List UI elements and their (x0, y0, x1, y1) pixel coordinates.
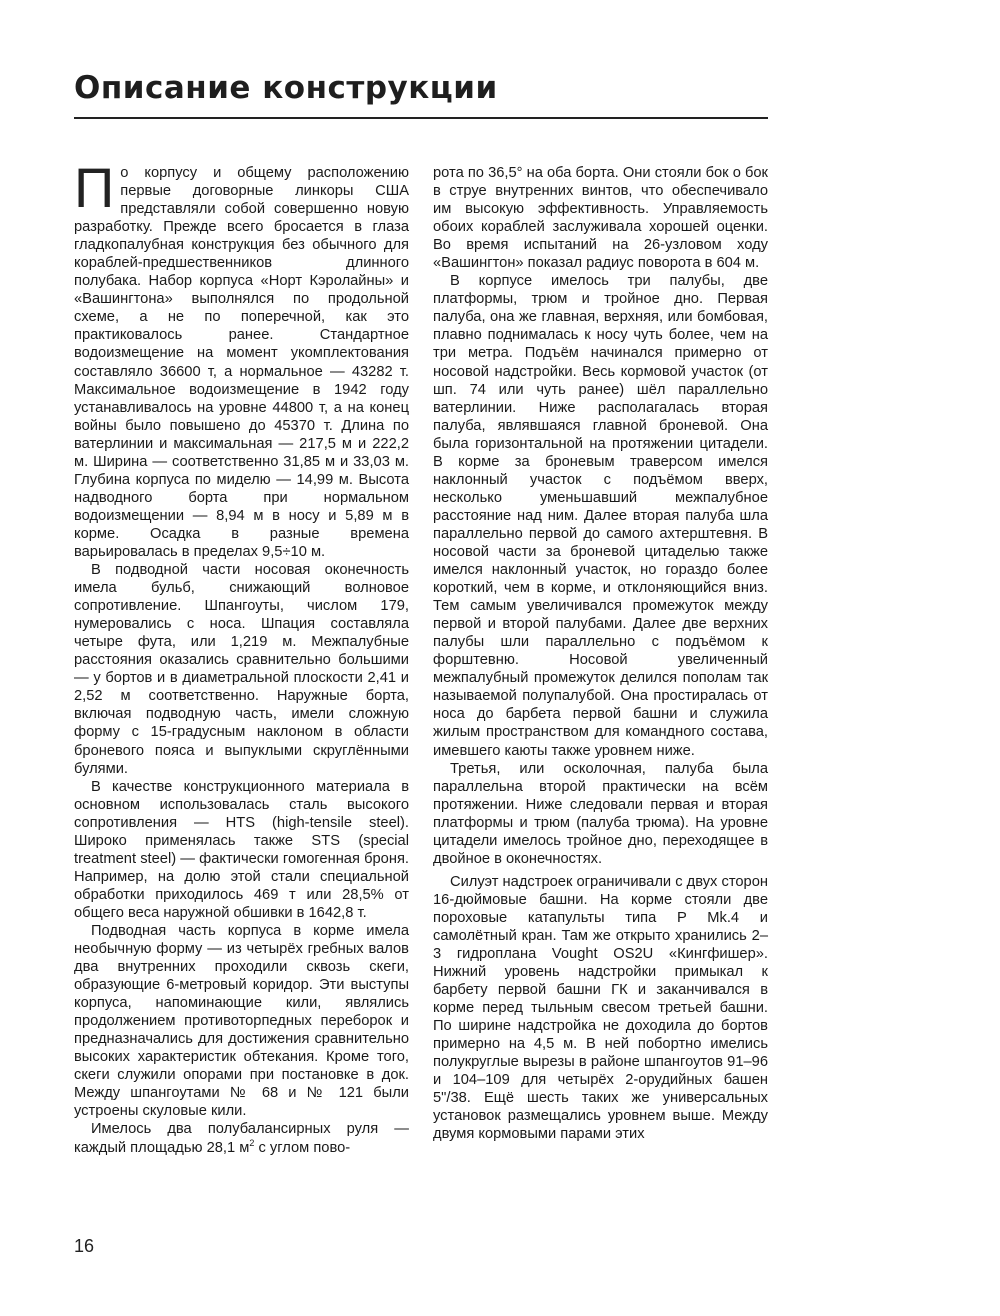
drop-cap: П (74, 156, 115, 219)
page-number: 16 (74, 1236, 95, 1256)
paragraph: Подводная часть корпуса в корме имела необычную форму — из четырёх гребных валов два внутренних проходили сквозь скеги, образующие 6-метровый коридор. Эти выступы корпуса, напоминающие кили, являлись продолжением противоторпедных переборок и предназначались для достижения сравнительно высоких характеристик обтекания. Кроме того, скеги служили опорами при постановке в док. Между шпангоутами № 68 и № 121 были устроены скуловые кили. (74, 922, 409, 1120)
left-column (74, 156, 409, 1157)
paragraph-text: Имелось два полубалансирных руля — каждый площадью 28,1 м (74, 1121, 409, 1156)
paragraph-text: о корпусу и общему расположению первые договорные линкоры США представляли собой совершенно новую разработку. Прежде всего бросается в глаза гладкопалубная конструкция без обычного для кораблей-предшественников длинного полубака. Набор корпуса «Норт Кэролайны» и «Вашингтона» выполнялся по продольной схеме, а не по поперечной, как это практиковалось ранее. Стандартное водоизмещение на момент укомплектования составляло 36600 т, а нормальное — 43282 т. Максимальное водоизмещение в 1942 году устанавливалось на уровне 44800 т, а на конец войны было повышено до 45370 т. Длина по ватерлинии и максимальная — 217,5 м и 222,2 м. Ширина — соответственно 31,85 м и 33,03 м. Глубина корпуса по миделю — 14,99 м. Высота надводного борта при нормальном водоизмещении — 8,94 м в носу и 5,89 м в корме. Осадка в разные времена варьировалась в пределах 9,5÷10 м. (74, 165, 409, 560)
title-underline (74, 117, 768, 119)
paragraph-text-tail: с углом пово- (254, 1139, 351, 1156)
paragraph: В качестве конструкционного материала в основном использовалась сталь высокого сопротивления — HTS (high-tensile steel). Широко применялась также STS (special treatment steel) — фактически гомогенная броня. Например, на долю этой стали специальной обработки приходилось 469 т или 28,5% от общего веса наружной обшивки в 1642,8 т. (74, 778, 409, 921)
page-title: Описание конструкции (74, 70, 498, 106)
paragraph: Третья, или осколочная, палуба была параллельна второй практически на всём протяжении. Ниже следовали первая и вторая платформы и трюм (палуба трюма). На уровне цитадели имелось тройное дно, переходящее в двойное в оконечностях. (433, 760, 768, 867)
right-column (433, 164, 768, 1144)
paragraph: В подводной части носовая оконечность имела бульб, снижающий волновое сопротивление. Шпангоуты, числом 179, нумеровались с носа. Шпация составляла четыре фута, или 1,219 м. Межпалубные расстояния оказались сравнительно большими — у бортов и в диаметральной плоскости 2,41 и 2,52 м соответственно. Наружные борта, включая подводную часть, имели сложную форму с 15-градусным наклоном в области броневого пояса и выпуклыми скруглёнными булями. (74, 562, 409, 777)
paragraph: В корпусе имелось три палубы, две платформы, трюм и тройное дно. Первая палуба, она же главная, верхняя, или бомбовая, плавно поднималась к носу чуть более, чем на три метра. Подъём начинался примерно от носовой надстройки. Весь кормовой участок (от шп. 74 или чуть ранее) шёл параллельно ватерлинии. Ниже располагалась вторая палуба, являвшаяся главной броневой. Она была горизонтальной на протяжении цитадели. В корме за броневым траверсом имелся наклонный участок с подъёмом вверх, несколько уменьшавший межпалубное расстояние над ним. Далее вторая палуба шла параллельно первой до самого ахтерштевня. В носовой части за броневой цитаделью также имелся наклонный участок, но гораздо более короткий, чем в корме, и отклоняющийся вниз. Тем самым увеличивался промежуток между первой и второй палубами. Далее две верхних палубы шли параллельно с подъёмом к форштевню. Носовой увеличенный межпалубный промежуток делился пополам так называемой полупалубой. Она простиралась от носа до барбета первой башни и служила жилым пространством для командного состава, имевшего каюты также уровнем ниже. (433, 273, 768, 759)
paragraph (74, 1120, 409, 1156)
paragraph: рота по 36,5° на оба борта. Они стояли бок о бок в струе внутренних винтов, что обеспечивало им высокую эффективность. Управляемость обоих кораблей заслуживала хорошей оценки. Во время испытаний на 26-узловом ходу «Вашингтон» показал радиус поворота в 604 м. (433, 165, 768, 272)
paragraph (74, 156, 409, 561)
paragraph: Силуэт надстроек ограничивали с двух сторон 16-дюймовые башни. На корме стояли две пороховые катапульты типа P Mk.4 и самолётный кран. Там же открыто хранились 2–3 гидроплана Vought OS2U «Кингфишер». Нижний уровень надстройки примыкал к барбету первой башни ГК и заканчивался в корме перед тыльным свесом третьей башни. По ширине надстройка не доходила до бортов примерно на 4,5 м. В ней побортно имелись полукруглые вырезы в районе шпангоутов 91–96 и 104–109 для четырёх 2-орудийных башен 5"/38. Ещё шесть таких же универсальных установок размещались уровнем выше. Между двумя кормовыми парами этих (433, 873, 768, 1143)
superscript: 2 (249, 1137, 255, 1148)
